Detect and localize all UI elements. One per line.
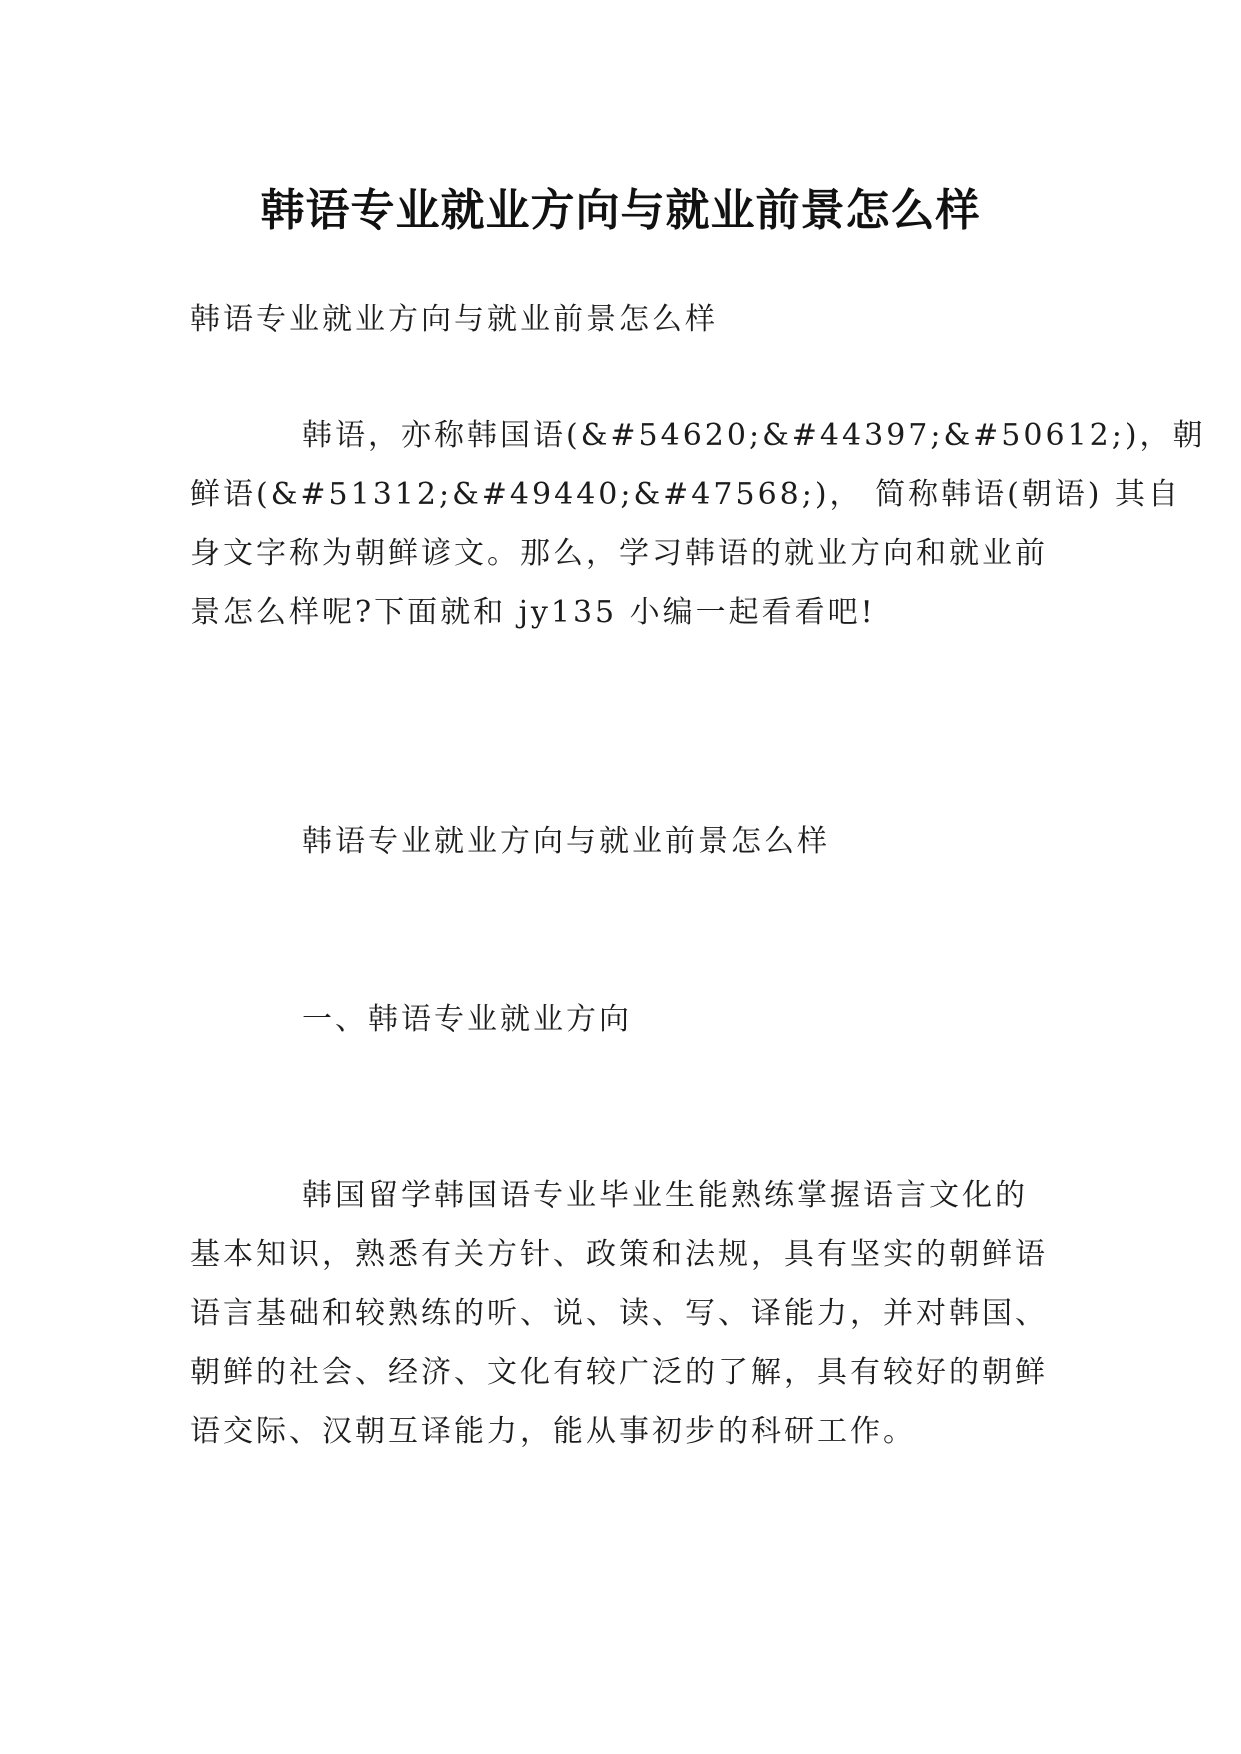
document-subtitle: 韩语专业就业方向与就业前景怎么样 [190, 302, 718, 337]
intro-line: 鲜语(&#51312;&#49440;&#47568;)， 简称韩语(朝语) 其自 [190, 477, 1182, 512]
intro-paragraph [190, 406, 1206, 642]
body-line: 语交际、汉朝互译能力，能从事初步的科研工作。 [190, 1414, 916, 1449]
intro-line: 景怎么样呢?下面就和 jy135 小编一起看看吧! [190, 595, 876, 630]
body-paragraph [190, 1166, 1070, 1461]
body-line: 朝鲜的社会、经济、文化有较广泛的了解，具有较好的朝鲜 [190, 1355, 1048, 1390]
body-line: 语言基础和较熟练的听、说、读、写、译能力，并对韩国、 [190, 1296, 1048, 1331]
section-heading-employment-direction: 一、韩语专业就业方向 [302, 1002, 632, 1037]
intro-line: 韩语，亦称韩国语(&#54620;&#44397;&#50612;)，朝 [302, 418, 1206, 453]
body-line: 基本知识，熟悉有关方针、政策和法规，具有坚实的朝鲜语 [190, 1237, 1048, 1272]
section-heading-repeat: 韩语专业就业方向与就业前景怎么样 [302, 824, 830, 859]
document-title: 韩语专业就业方向与就业前景怎么样 [260, 185, 981, 237]
intro-line: 身文字称为朝鲜谚文。那么，学习韩语的就业方向和就业前 [190, 536, 1048, 571]
body-line: 韩国留学韩国语专业毕业生能熟练掌握语言文化的 [302, 1178, 1028, 1213]
